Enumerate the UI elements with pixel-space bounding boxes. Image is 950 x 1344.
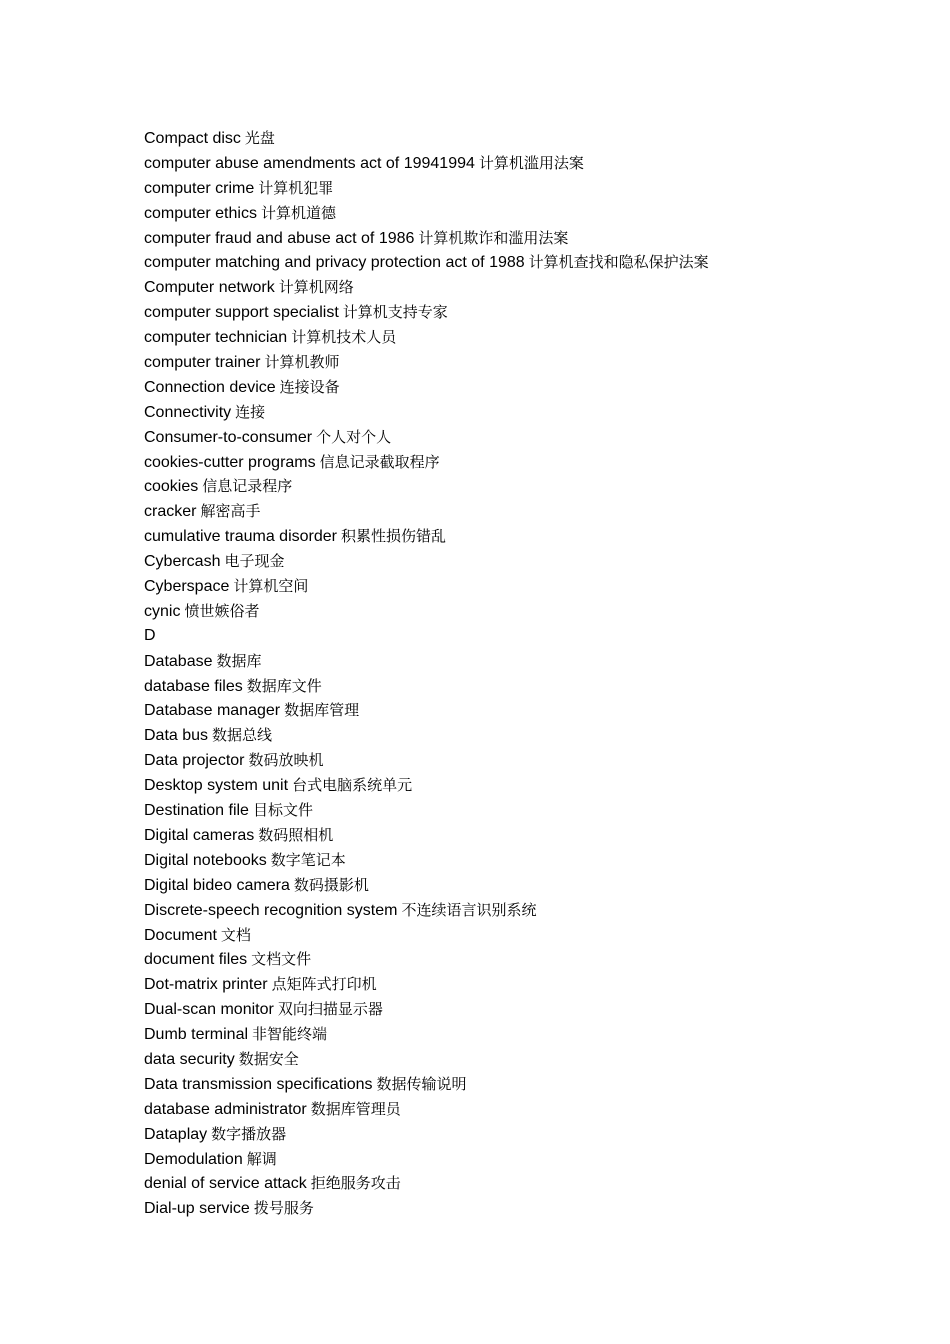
entry-translation: 连接	[235, 402, 266, 421]
glossary-list	[144, 126, 924, 1221]
entry-term: computer technician	[144, 329, 288, 347]
entry-translation: 台式电脑系统单元	[292, 776, 413, 795]
glossary-entry	[144, 723, 924, 748]
entry-term: computer ethics	[144, 204, 257, 222]
entry-term: document files	[144, 951, 248, 969]
entry-term: Consumer-to-consumer	[144, 428, 313, 446]
entry-term: computer fraud and abuse act of 1986	[144, 229, 415, 247]
glossary-entry	[144, 350, 924, 375]
glossary-entry	[144, 425, 924, 450]
entry-translation: 计算机支持专家	[342, 303, 448, 322]
glossary-entry	[144, 275, 924, 300]
entry-term: Data transmission specifications	[144, 1075, 373, 1093]
entry-translation: 计算机欺诈和滥用法案	[418, 228, 569, 247]
glossary-entry	[144, 201, 924, 226]
entry-translation: 电子现金	[224, 552, 285, 571]
entry-term: Connectivity	[144, 403, 232, 421]
entry-translation: 愤世嫉俗者	[184, 601, 260, 620]
entry-translation: 文档文件	[251, 950, 312, 969]
glossary-entry	[144, 474, 924, 499]
entry-translation: 数码摄影机	[293, 875, 369, 894]
entry-term: computer matching and privacy protection act of 1988	[144, 254, 525, 272]
glossary-entry	[144, 798, 924, 823]
entry-translation: 计算机查找和隐私保护法案	[528, 253, 709, 272]
entry-term: Cybercash	[144, 553, 221, 571]
entry-translation: 数据库	[216, 651, 262, 670]
entry-translation: 数据库管理	[284, 701, 360, 720]
entry-term: Dumb terminal	[144, 1026, 249, 1044]
entry-term: Destination file	[144, 802, 249, 820]
entry-translation: 非智能终端	[252, 1025, 328, 1044]
entry-term: denial of service attack	[144, 1175, 307, 1193]
glossary-entry	[144, 748, 924, 773]
entry-term: cumulative trauma disorder	[144, 528, 337, 546]
entry-term: Dial-up service	[144, 1200, 250, 1218]
entry-translation: 计算机教师	[264, 353, 340, 372]
entry-translation: 计算机技术人员	[291, 328, 397, 347]
entry-term: Demodulation	[144, 1150, 243, 1168]
entry-translation: 信息记录程序	[202, 477, 293, 496]
entry-term: Cyberspace	[144, 578, 230, 596]
glossary-entry	[144, 599, 924, 624]
entry-term: Connection device	[144, 378, 276, 396]
entry-translation: 解调	[246, 1149, 277, 1168]
glossary-entry	[144, 1171, 924, 1196]
entry-translation: 数据传输说明	[376, 1074, 467, 1093]
entry-term: Data projector	[144, 752, 245, 770]
entry-translation: 文档	[220, 925, 251, 944]
entry-term: computer support specialist	[144, 304, 339, 322]
glossary-entry	[144, 698, 924, 723]
glossary-entry	[144, 226, 924, 251]
glossary-entry	[144, 400, 924, 425]
entry-term: Computer network	[144, 279, 275, 297]
entry-translation: 数码放映机	[248, 751, 324, 770]
entry-term: cookies	[144, 478, 199, 496]
entry-term: Database manager	[144, 702, 281, 720]
entry-translation: 数据库文件	[246, 676, 322, 695]
entry-term: Desktop system unit	[144, 777, 289, 795]
glossary-entry	[144, 574, 924, 599]
glossary-entry	[144, 1047, 924, 1072]
glossary-entry	[144, 898, 924, 923]
glossary-entry	[144, 524, 924, 549]
glossary-entry	[144, 499, 924, 524]
entry-translation: 计算机犯罪	[258, 178, 334, 197]
entry-term: computer crime	[144, 179, 255, 197]
glossary-entry	[144, 624, 924, 649]
entry-term: Data bus	[144, 727, 209, 745]
entry-translation: 拨号服务	[253, 1199, 314, 1218]
entry-translation: 光盘	[244, 129, 275, 147]
entry-translation: 计算机空间	[233, 577, 309, 596]
entry-term: computer trainer	[144, 354, 261, 372]
entry-translation: 计算机道德	[260, 203, 336, 222]
entry-term: data security	[144, 1050, 235, 1068]
glossary-entry	[144, 972, 924, 997]
entry-translation: 拒绝服务攻击	[310, 1174, 401, 1193]
glossary-entry	[144, 1122, 924, 1147]
entry-term: computer abuse amendments act of 19941994	[144, 154, 475, 172]
glossary-entry	[144, 1097, 924, 1122]
entry-translation: 数码照相机	[258, 825, 334, 844]
glossary-entry	[144, 126, 924, 151]
glossary-entry	[144, 300, 924, 325]
entry-translation: 个人对个人	[316, 427, 392, 446]
glossary-entry	[144, 1022, 924, 1047]
glossary-entry	[144, 674, 924, 699]
entry-term: Dual-scan monitor	[144, 1001, 274, 1019]
glossary-entry	[144, 325, 924, 350]
entry-translation: 计算机网络	[278, 278, 354, 297]
glossary-entry	[144, 823, 924, 848]
entry-term: Discrete-speech recognition system	[144, 901, 398, 919]
glossary-entry	[144, 773, 924, 798]
entry-translation: 解密高手	[200, 502, 261, 521]
glossary-entry	[144, 649, 924, 674]
entry-term: cracker	[144, 503, 197, 521]
entry-term: Digital bideo camera	[144, 876, 290, 894]
glossary-entry	[144, 1072, 924, 1097]
entry-term: database administrator	[144, 1100, 307, 1118]
entry-translation: 目标文件	[252, 801, 313, 820]
entry-term: Dataplay	[144, 1125, 208, 1143]
entry-term: Compact disc	[144, 130, 241, 147]
entry-translation: 连接设备	[279, 377, 340, 396]
glossary-entry	[144, 947, 924, 972]
glossary-entry	[144, 1147, 924, 1172]
entry-term: Document	[144, 926, 217, 944]
glossary-entry	[144, 549, 924, 574]
entry-translation: 不连续语言识别系统	[401, 900, 537, 919]
glossary-entry	[144, 151, 924, 176]
glossary-entry	[144, 1196, 924, 1221]
entry-term: Database	[144, 652, 213, 670]
entry-translation: 数字播放器	[211, 1124, 287, 1143]
glossary-entry	[144, 873, 924, 898]
glossary-entry	[144, 176, 924, 201]
entry-translation: 数字笔记本	[270, 850, 346, 869]
entry-term: Digital cameras	[144, 826, 255, 844]
entry-translation: 信息记录截取程序	[319, 452, 440, 471]
glossary-entry	[144, 375, 924, 400]
entry-translation: 计算机滥用法案	[478, 153, 584, 172]
entry-term: Dot-matrix printer	[144, 976, 268, 994]
glossary-entry	[144, 250, 924, 275]
glossary-entry	[144, 450, 924, 475]
glossary-entry	[144, 997, 924, 1022]
entry-translation: 数据库管理员	[310, 1099, 401, 1118]
entry-translation: 数据安全	[238, 1049, 299, 1068]
entry-term: D	[144, 626, 156, 644]
entry-term: cynic	[144, 602, 181, 620]
entry-term: database files	[144, 677, 243, 695]
entry-translation: 点矩阵式打印机	[271, 975, 377, 994]
glossary-entry	[144, 848, 924, 873]
entry-translation: 数据总线	[212, 726, 273, 745]
entry-term: Digital notebooks	[144, 851, 267, 869]
glossary-entry	[144, 923, 924, 948]
entry-translation: 积累性损伤错乱	[340, 527, 446, 546]
entry-term: cookies-cutter programs	[144, 453, 316, 471]
entry-translation: 双向扫描显示器	[277, 1000, 383, 1019]
